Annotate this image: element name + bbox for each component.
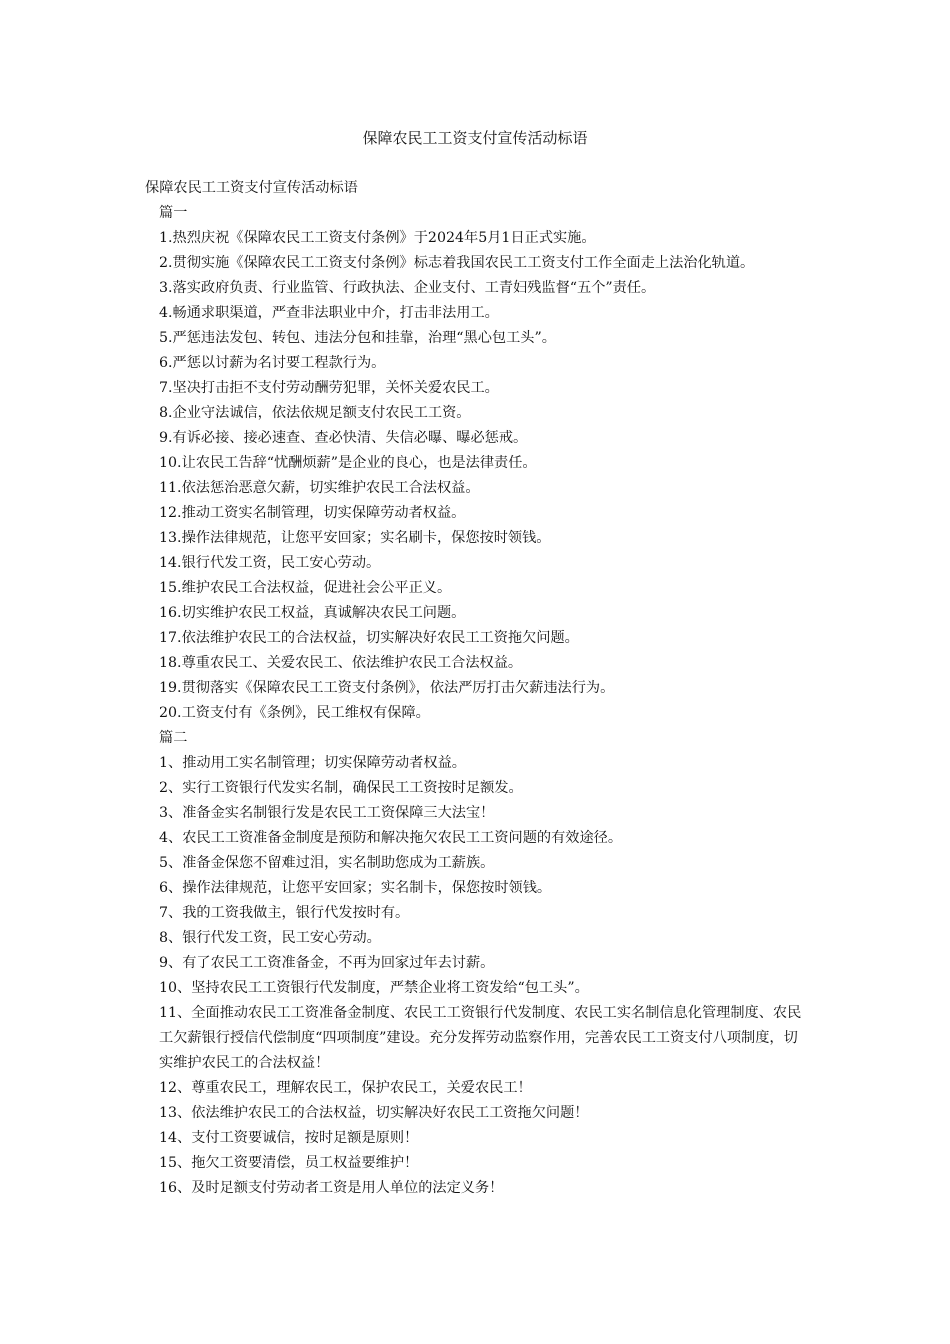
document-subtitle: 保障农民工工资支付宣传活动标语 bbox=[145, 180, 358, 196]
list-item: 11、全面推动农民工工资准备金制度、农民工工资银行代发制度、农民工实名制信息化管理制度、农民工欠薪银行授信代偿制度“四项制度”建设。充分发挥劳动监察作用，完善农民工工资支付八项制度，切实维护农民工的合法权益！ bbox=[159, 1005, 802, 1071]
list-item: 15.维护农民工合法权益，促进社会公平正义。 bbox=[159, 580, 452, 596]
list-item: 15、拖欠工资要清偿，员工权益要维护！ bbox=[159, 1155, 419, 1171]
list-item: 4、农民工工资准备金制度是预防和解决拖欠农民工工资问题的有效途径。 bbox=[159, 830, 623, 846]
list-item: 19.贯彻落实《保障农民工工资支付条例》，依法严厉打击欠薪违法行为。 bbox=[159, 680, 615, 696]
list-item: 1、推动用工实名制管理；切实保障劳动者权益。 bbox=[159, 755, 466, 771]
list-item: 16、及时足额支付劳动者工资是用人单位的法定义务！ bbox=[159, 1180, 504, 1196]
list-item: 1.热烈庆祝《保障农民工工资支付条例》于2024年5月1日正式实施。 bbox=[159, 230, 596, 246]
list-item: 13.操作法律规范，让您平安回家；实名刷卡，保您按时领钱。 bbox=[159, 530, 551, 546]
list-item: 7、我的工资我做主，银行代发按时有。 bbox=[159, 905, 410, 921]
list-item: 20.工资支付有《条例》，民工维权有保障。 bbox=[159, 705, 430, 721]
list-item: 12.推动工资实名制管理，切实保障劳动者权益。 bbox=[159, 505, 466, 521]
list-item: 6.严惩以讨薪为名讨要工程款行为。 bbox=[159, 355, 386, 371]
list-item: 16.切实维护农民工权益，真诚解决农民工问题。 bbox=[159, 605, 466, 621]
section-2-list bbox=[145, 751, 805, 1201]
list-item: 13、依法维护农民工的合法权益，切实解决好农民工工资拖欠问题！ bbox=[159, 1105, 589, 1121]
list-item: 17.依法维护农民工的合法权益，切实解决好农民工工资拖欠问题。 bbox=[159, 630, 579, 646]
list-item: 3、准备金实名制银行发是农民工工资保障三大法宝！ bbox=[159, 805, 495, 821]
list-item: 8.企业守法诚信，依法依规足额支付农民工工资。 bbox=[159, 405, 471, 421]
list-item: 9、有了农民工工资准备金，不再为回家过年去讨薪。 bbox=[159, 955, 495, 971]
list-item: 6、操作法律规范，让您平安回家；实名制卡，保您按时领钱。 bbox=[159, 880, 552, 896]
list-item: 4.畅通求职渠道，严查非法职业中介，打击非法用工。 bbox=[159, 305, 499, 321]
list-item: 2、实行工资银行代发实名制，确保民工工资按时足额发。 bbox=[159, 780, 523, 796]
list-item: 2.贯彻实施《保障农民工工资支付条例》标志着我国农民工工资支付工作全面走上法治化轨道。 bbox=[159, 255, 755, 271]
document-body bbox=[145, 176, 805, 1201]
document-title: 保障农民工工资支付宣传活动标语 bbox=[362, 129, 588, 147]
section-label-1: 篇一 bbox=[159, 205, 188, 221]
list-item: 12、尊重农民工，理解农民工，保护农民工，关爱农民工！ bbox=[159, 1080, 532, 1096]
list-item: 5.严惩违法发包、转包、违法分包和挂靠，治理“黑心包工头”。 bbox=[159, 330, 556, 346]
list-item: 8、银行代发工资，民工安心劳动。 bbox=[159, 930, 381, 946]
section-label-2: 篇二 bbox=[159, 730, 188, 746]
list-item: 5、准备金保您不留难过泪，实名制助您成为工薪族。 bbox=[159, 855, 495, 871]
list-item: 11.依法惩治恶意欠薪，切实维护农民工合法权益。 bbox=[159, 480, 480, 496]
list-item: 10.让农民工告辞“忧酬烦薪”是企业的良心，也是法律责任。 bbox=[159, 455, 537, 471]
list-item: 7.坚决打击拒不支付劳动酬劳犯罪，关怀关爱农民工。 bbox=[159, 380, 499, 396]
list-item: 18.尊重农民工、关爱农民工、依法维护农民工合法权益。 bbox=[159, 655, 523, 671]
list-item: 9.有诉必接、接必速查、查必快清、失信必曝、曝必惩戒。 bbox=[159, 430, 528, 446]
list-item: 3.落实政府负责、行业监管、行政执法、企业支付、工青妇残监督“五个”责任。 bbox=[159, 280, 656, 296]
section-1-list bbox=[145, 226, 805, 726]
list-item: 14.银行代发工资，民工安心劳动。 bbox=[159, 555, 381, 571]
list-item: 14、支付工资要诚信，按时足额是原则！ bbox=[159, 1130, 419, 1146]
list-item: 10、坚持农民工工资银行代发制度，严禁企业将工资发给“包工头”。 bbox=[159, 980, 589, 996]
